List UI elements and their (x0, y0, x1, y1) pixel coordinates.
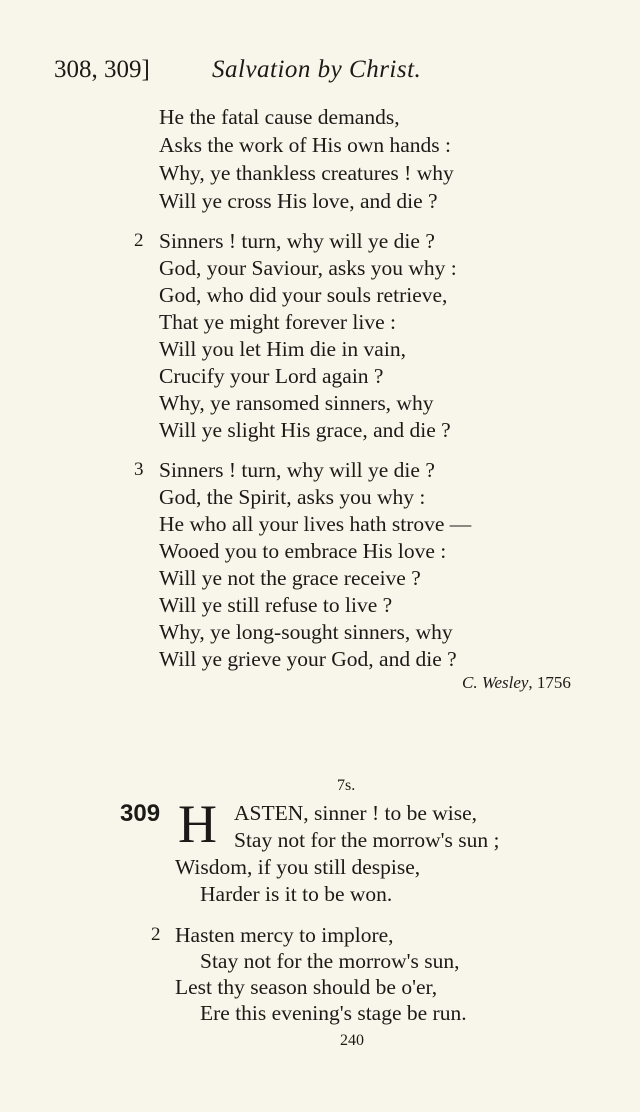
stanza-line: Will ye slight His grace, and die ? (159, 418, 451, 442)
hymn-meter: 7s. (337, 777, 356, 794)
stanza-line: ASTEN, sinner ! to be wise, (234, 801, 478, 825)
verse-number: 2 (134, 230, 144, 251)
stanza-line: God, the Spirit, asks you why : (159, 485, 426, 509)
stanza-line: Will ye still refuse to live ? (159, 593, 393, 617)
stanza-line: Crucify your Lord again ? (159, 364, 384, 388)
stanza-line: Why, ye ransomed sinners, why (159, 391, 434, 415)
stanza-line: Will ye cross His love, and die ? (159, 189, 438, 213)
stanza-line: Lest thy season should be o'er, (175, 975, 438, 999)
stanza-line: Sinners ! turn, why will ye die ? (159, 229, 435, 253)
running-header-numbers: 308, 309] (54, 56, 150, 83)
stanza-line: He who all your lives hath strove — (159, 512, 472, 536)
stanza-line: God, who did your souls retrieve, (159, 283, 448, 307)
stanza-line: Will ye grieve your God, and die ? (159, 647, 457, 671)
stanza-line: That ye might forever live : (159, 310, 397, 334)
stanza-line: Stay not for the morrow's sun, (200, 949, 460, 973)
stanza-line: Asks the work of His own hands : (159, 133, 452, 157)
verse-number: 2 (151, 924, 161, 945)
stanza-line: Sinners ! turn, why will ye die ? (159, 458, 435, 482)
attribution-author: C. Wesley (462, 673, 529, 692)
attribution-year: , 1756 (528, 673, 571, 692)
stanza-line: He the fatal cause demands, (159, 105, 400, 129)
attribution (462, 673, 571, 693)
page-number: 240 (340, 1032, 364, 1049)
stanza-line: God, your Saviour, asks you why : (159, 256, 457, 280)
stanza-line: Why, ye thankless creatures ! why (159, 161, 454, 185)
stanza-line: Hasten mercy to implore, (175, 923, 394, 947)
stanza-line: Why, ye long-sought sinners, why (159, 620, 453, 644)
stanza-line: Will you let Him die in vain, (159, 337, 406, 361)
stanza-line: Harder is it to be won. (200, 882, 393, 906)
verse-number: 3 (134, 459, 144, 480)
drop-cap: H (178, 794, 217, 854)
hymn-number: 309 (120, 800, 161, 827)
stanza-line: Stay not for the morrow's sun ; (234, 828, 500, 852)
running-header-title: Salvation by Christ. (212, 56, 422, 83)
stanza-line: Ere this evening's stage be run. (200, 1001, 467, 1025)
stanza-line: Wisdom, if you still despise, (175, 855, 421, 879)
stanza-line: Will ye not the grace receive ? (159, 566, 421, 590)
stanza-line: Wooed you to embrace His love : (159, 539, 447, 563)
